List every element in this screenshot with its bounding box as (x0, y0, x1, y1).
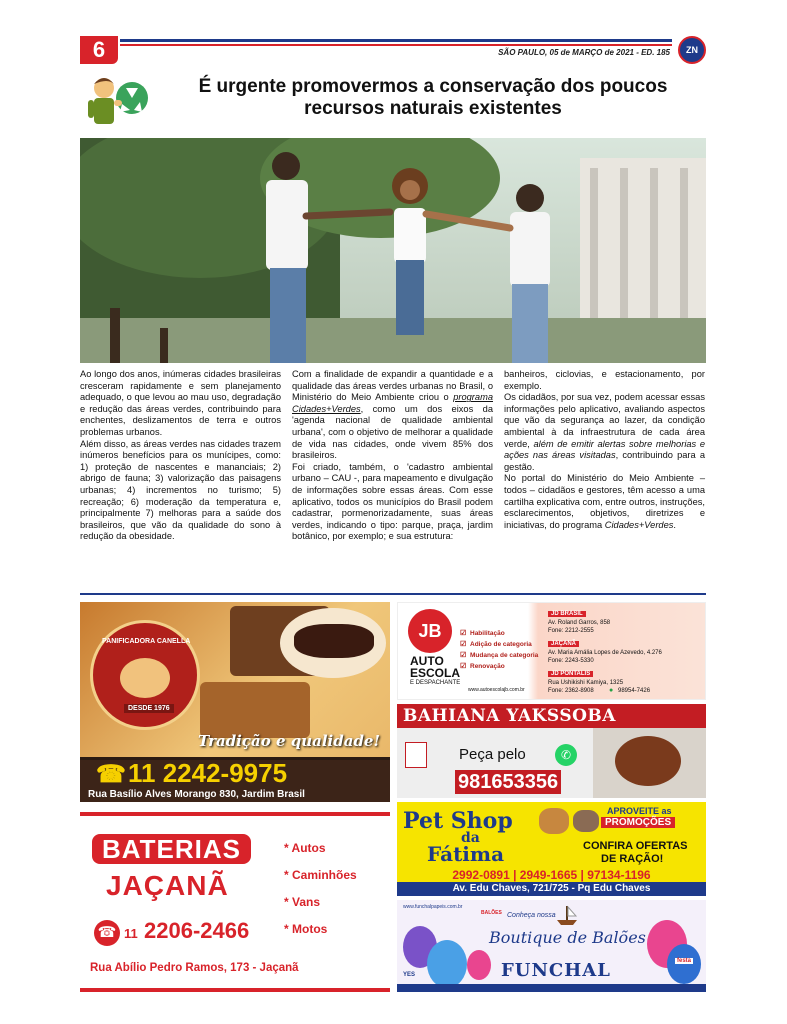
cat-icon (573, 810, 599, 832)
baterias-address: Rua Abílio Pedro Ramos, 173 - Jaçanã (90, 962, 299, 974)
unit-address: Av. Maria Amália Lopes de Azevedo, 4.276 (548, 650, 662, 656)
checkbox-icon: ☑ (460, 641, 467, 648)
text-run: . (673, 519, 677, 530)
article-column-2 (292, 369, 493, 584)
service-item: * Motos (284, 922, 328, 936)
edition-line: SÃO PAULO, 05 de MARÇO de 2021 - ED. 185 (498, 48, 670, 57)
autoescola-name: ESCOLA (410, 666, 461, 680)
baterias-phone[interactable]: 2206-2466 (144, 918, 250, 943)
ad-autoescola[interactable] (397, 602, 706, 700)
checkbox-icon: ☑ (460, 663, 467, 670)
mascot-recycle-icon (82, 70, 152, 132)
unit-title: JAÇANÃ (548, 641, 579, 647)
balloon-icon (667, 944, 701, 984)
unit-address: Av. Roland Garros, 858 (548, 620, 611, 626)
text-run: , contribuindo para a gestão. (504, 450, 705, 472)
whatsapp-icon: ✆ (555, 744, 577, 766)
bahiana-phone[interactable]: 981653356 (455, 770, 561, 794)
service-item: Adição de categoria (470, 641, 532, 648)
padaria-slogan: Tradição e qualidade! (198, 732, 381, 750)
unit-whatsapp: 98954-7426 (618, 688, 651, 694)
unit-phone: Fone: 2243-5330 (548, 658, 594, 664)
padaria-since: DESDE 1976 (124, 704, 174, 713)
balloon-tag: BALÕES (481, 910, 502, 916)
autoescola-name: AUTO (410, 654, 444, 668)
balloon-icon (427, 940, 467, 988)
padaria-address: Rua Basílio Alves Morango 830, Jardim Brasil (88, 789, 305, 800)
section-divider (80, 593, 706, 595)
page-number: 6 (80, 36, 118, 64)
service-item: Habilitação (470, 630, 505, 637)
emphasis: além de emitir alertas sobre melhorias e ações nas áreas visitadas (504, 438, 705, 461)
program-link[interactable]: programa Cidades+Verdes (292, 392, 493, 414)
article-column-3 (504, 369, 705, 584)
ad-baterias[interactable] (80, 812, 390, 992)
paragraph (504, 392, 705, 473)
text-run: Com a finalidade de expandir a quantidade e a qualidade das áreas verdes urbanas no Brasil, o Ministério do Meio Ambiente criou o (292, 369, 493, 403)
padaria-phone[interactable]: 11 2242-9975 (128, 758, 288, 788)
funchal-name: FUNCHAL (501, 960, 611, 981)
service-item: * Autos (284, 841, 326, 855)
ad-padaria[interactable] (80, 602, 390, 802)
article-column-1 (80, 369, 281, 584)
paragraph: Além disso, as áreas verdes nas cidades trazem inúmeros benefícios para os munícipes, como: 1) proteção de nascentes e mananciais; 2) abrigo de fauna; 3) valorização das paisagens urbanas; 4) incrementos no turismo; 5) recreação; 6) moderação da temperatura e, principalmente 7) melhoras para a saúde dos brasileiros, que vão da qualidade do sono à redução da obesidade. (80, 438, 281, 542)
text-run: No portal do Ministério do Meio Ambiente – todos – cidadãos e gestores, têm acesso a uma cartilha explicativa com, entre outros, instruções, esclarecimentos, objetivos, diretrizes e iniciativas, do programa (504, 473, 706, 530)
baterias-title: BATERIAS (92, 834, 251, 864)
paragraph: banheiros, ciclovias, e estacionamento, por exemplo. (504, 369, 705, 391)
petshop-address: Av. Edu Chaves, 721/725 - Pq Edu Chaves (452, 883, 651, 894)
paragraph (292, 369, 493, 462)
ad-petshop[interactable] (397, 802, 706, 896)
promo-line: PROMOÇÕES (601, 817, 675, 828)
bahiana-cta: Peça pelo (459, 746, 526, 763)
autoescola-name: E DESPACHANTE (410, 680, 461, 686)
bahiana-name: BAHIANA YAKSSOBA (403, 706, 616, 726)
service-item: Mudança de categoria (470, 652, 539, 659)
text-run: , como um dos eixos da 'agenda nacional de qualidade ambiental urbana', com o objetivo de melhorar a qualidade de vida nas cidades, onde vivem 85% dos brasileiros. (292, 403, 493, 461)
takeout-box-icon (405, 742, 427, 768)
emphasis: Cidades+Verdes (604, 519, 674, 530)
header-rule-red (120, 44, 672, 46)
phone-icon: ☎ (96, 761, 126, 788)
phone-icon: ☎ (94, 920, 120, 946)
funchal-site[interactable]: www.funchalpapeis.com.br (403, 904, 463, 910)
petshop-name: Pet Shop (403, 808, 513, 834)
autoescola-url[interactable]: www.autoescolajb.com.br (468, 687, 525, 693)
autoescola-logo: JB (408, 609, 452, 653)
page-header (80, 36, 706, 64)
padaria-brand: PANIFICADORA CANELLA (102, 638, 191, 645)
unit-title: JD PONTALIS (548, 671, 593, 677)
balloon-icon (467, 950, 491, 980)
article-title (160, 76, 706, 120)
ship-icon (555, 904, 579, 926)
paragraph: Foi criado, também, o 'cadastro ambiental urbano – CAU -, para mapeamento e divulgação de informações sobre essas áreas. Com esse aplicativo, todos os municípios do Brasil podem cadastrar, pormenorizadamente, suas áreas verdes, indicando o tipo: parque, praça, jardim botânico, por exemplo; e sua estrutura: (292, 461, 493, 542)
service-item: * Caminhões (284, 868, 357, 882)
paragraph: Ao longo dos anos, inúmeras cidades brasileiras cresceram rapidamente e sem planejamento adequado, o que levou ao mau uso, degradação e redução das áreas verdes, contribuindo para enchentes, deslizamentos de terra e outros problemas urbanos. (80, 369, 281, 437)
funchal-yes: YES (403, 972, 416, 978)
unit-title: JD BRASIL (548, 611, 586, 617)
text-run: Os cidadãos, por sua vez, podem acessar essas informações pelo aplicativo, avaliando aspectos que vão da segurança ao lazer, da condição ambiental à da infraestrutura de cada área verde, (504, 392, 705, 449)
checkbox-icon: ☑ (460, 630, 467, 637)
unit-phone: Fone: 2362-8908 (548, 688, 594, 694)
checkbox-icon: ☑ (460, 652, 467, 659)
service-item: * Vans (284, 895, 321, 909)
paragraph (504, 473, 705, 531)
funchal-script: Boutique de Balões (489, 928, 646, 947)
title-line-2: recursos naturais existentes (304, 98, 562, 119)
offer-line: DE RAÇÃO! (601, 853, 664, 865)
header-rule (120, 39, 672, 42)
unit-phone: Fone: 2212-2555 (548, 628, 594, 634)
petshop-phones[interactable]: 2992-0891 | 2949-1665 | 97134-1196 (452, 868, 651, 882)
funchal-festa: festa (677, 958, 692, 964)
unit-address: Rua Ushikishi Kamiya, 1325 (548, 680, 624, 686)
article-body (80, 369, 706, 584)
service-item: Renovação (470, 663, 505, 670)
title-line-1: É urgente promovermos a conservação dos poucos (198, 76, 668, 97)
dog-icon (539, 808, 569, 834)
promo-line: APROVEITE as (607, 806, 672, 816)
baterias-subtitle: JAÇANÃ (106, 870, 229, 901)
whatsapp-icon: ● (609, 687, 614, 694)
baterias-ddd: 11 (124, 926, 138, 941)
petshop-name: Fátima (427, 842, 505, 866)
petshop-name: da (461, 830, 480, 846)
zn-logo: ZN (678, 36, 706, 64)
offer-line: CONFIRA OFERTAS (583, 840, 688, 852)
ad-funchal[interactable] (397, 900, 706, 992)
family-park-photo (80, 138, 706, 363)
baker-icon (120, 658, 170, 698)
ad-bahiana[interactable] (397, 704, 706, 798)
funchal-subtitle: Conheça nossa (507, 912, 556, 919)
